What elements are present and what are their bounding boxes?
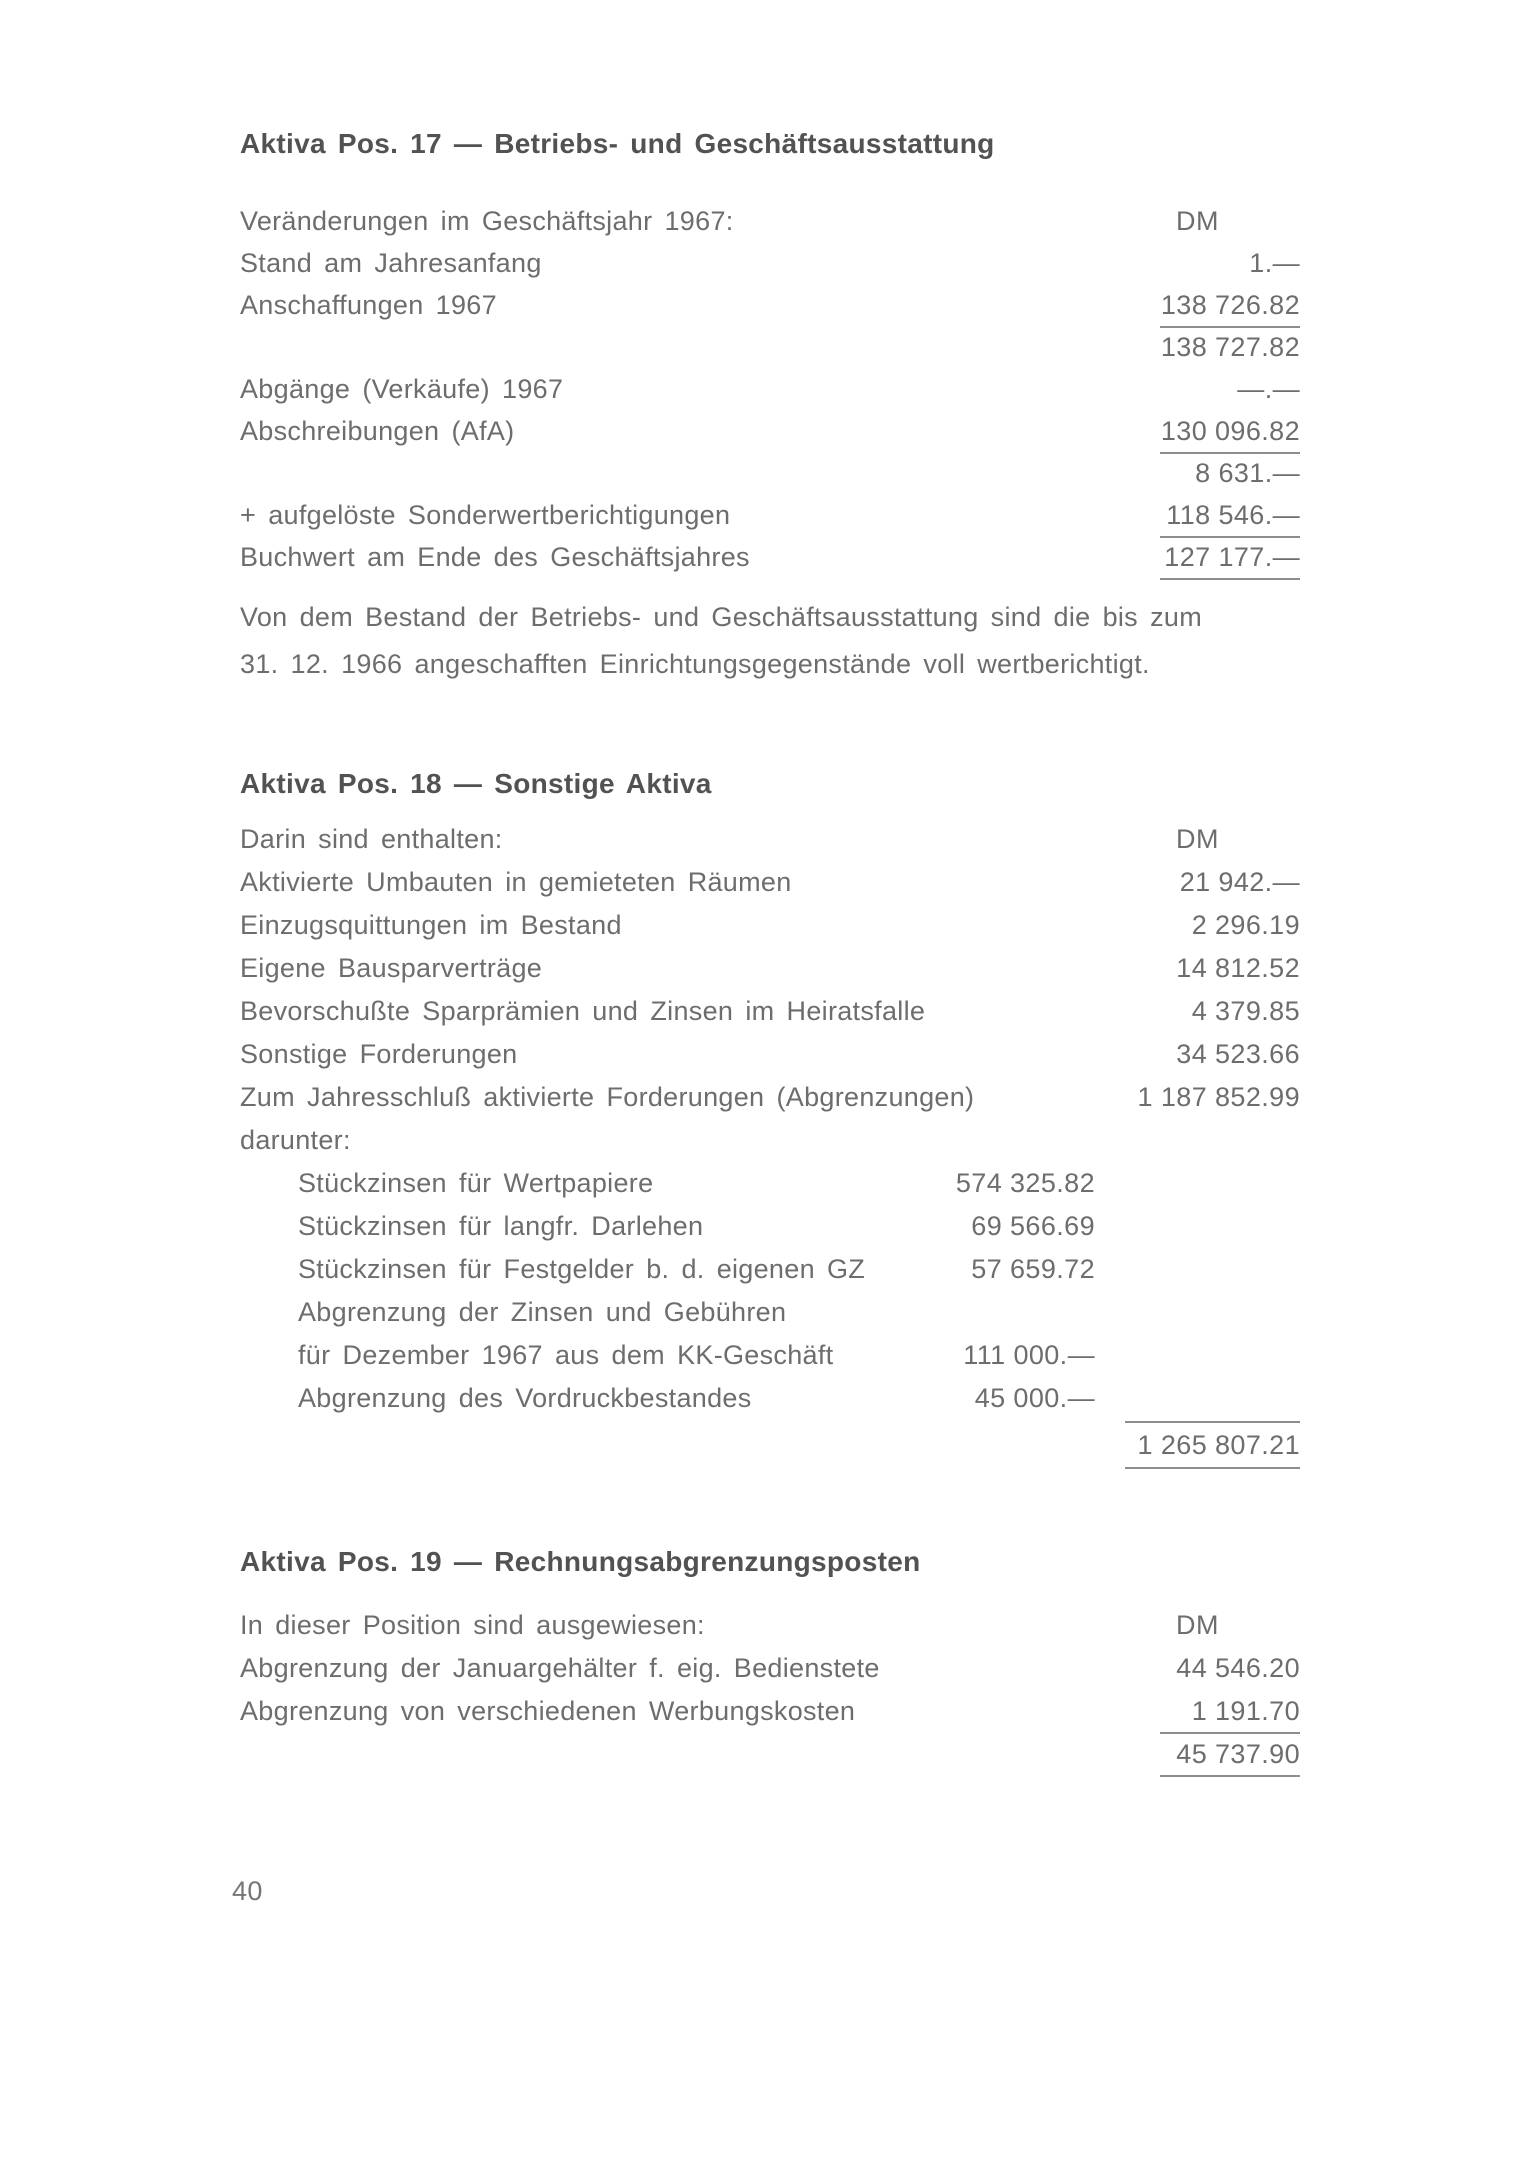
currency-cell (1095, 1604, 1300, 1647)
table-row (240, 990, 1300, 1033)
value-cell (1095, 1033, 1300, 1076)
currency-header: DM (1176, 1610, 1219, 1640)
table-header-row (240, 1604, 1300, 1647)
value-cell (1095, 452, 1300, 494)
table-intro-label: Darin sind enthalten: (240, 824, 503, 854)
table-subrow (240, 1377, 1300, 1420)
section-title-pos19: Aktiva Pos. 19 — Rechnungsabgrenzungsposten (240, 1546, 921, 1577)
mid-value-cell (945, 1334, 1095, 1377)
total-cell (1095, 1733, 1300, 1776)
value-cell (1095, 1076, 1300, 1119)
row-label: Bevorschußte Sparprämien und Zinsen im Heiratsfalle (240, 996, 926, 1026)
table-subrow (240, 1205, 1300, 1248)
row-label: Abgrenzung von verschiedenen Werbungskosten (240, 1696, 856, 1726)
table-header-row (240, 818, 1300, 861)
mid-value-cell (945, 1377, 1095, 1420)
total-cell (1095, 1420, 1300, 1470)
value-cell (1095, 410, 1300, 452)
row-label: für Dezember 1967 aus dem KK-Geschäft (298, 1340, 834, 1370)
row-label: Buchwert am Ende des Geschäftsjahres (240, 541, 750, 572)
table-subheader-row (240, 1119, 1300, 1162)
table-subrow (240, 1291, 1300, 1334)
value-cell (1095, 904, 1300, 947)
currency-cell (1095, 200, 1300, 242)
table-pos18 (240, 818, 1300, 1470)
table-subrow (240, 1162, 1300, 1205)
row-value: 44 546.20 (1176, 1653, 1300, 1683)
row-value: 4 379.85 (1191, 996, 1300, 1026)
section-title-pos17: Aktiva Pos. 17 — Betriebs- und Geschäftsausstattung (240, 128, 995, 159)
value-cell (1095, 494, 1300, 536)
row-value-underlined: 118 546.— (1160, 500, 1300, 538)
row-label: Abgänge (Verkäufe) 1967 (240, 373, 564, 404)
table-pos19 (240, 1604, 1300, 1776)
row-value: 8 631.— (1195, 457, 1300, 488)
value-cell (1095, 947, 1300, 990)
note-paragraph: Von dem Bestand der Betriebs- und Geschäftsausstattung sind die bis zum 31. 12. 1966 angeschafften Einrichtungsgegenstände voll wertberichtigt. (240, 602, 1203, 679)
table-row (240, 452, 1300, 494)
table-intro-label: In dieser Position sind ausgewiesen: (240, 1610, 705, 1640)
row-value: —.— (1237, 373, 1300, 404)
value-cell (1095, 1647, 1300, 1690)
currency-header: DM (1176, 205, 1219, 236)
row-value: 14 812.52 (1176, 953, 1300, 983)
table-row (240, 368, 1300, 410)
row-label: Stückzinsen für Festgelder b. d. eigenen GZ (298, 1254, 866, 1284)
currency-cell (1095, 818, 1300, 861)
value-cell (1095, 861, 1300, 904)
value-cell (1095, 536, 1300, 578)
row-label: Anschaffungen 1967 (240, 289, 497, 320)
row-value: 69 566.69 (971, 1211, 1095, 1241)
section-title-pos18: Aktiva Pos. 18 — Sonstige Aktiva (240, 768, 712, 799)
value-cell (1095, 1690, 1300, 1733)
row-value: 1.— (1249, 247, 1300, 278)
row-value: 45 000.— (974, 1383, 1095, 1413)
table-row (240, 326, 1300, 368)
row-value-underlined: 138 726.82 (1160, 290, 1300, 328)
mid-value-cell (945, 1205, 1095, 1248)
row-label: Stand am Jahresanfang (240, 247, 542, 278)
mid-value-cell (945, 1248, 1095, 1291)
row-label: Sonstige Forderungen (240, 1039, 518, 1069)
row-value: 21 942.— (1179, 867, 1300, 897)
value-cell (1095, 368, 1300, 410)
table-row (240, 1033, 1300, 1076)
row-value: 2 296.19 (1191, 910, 1300, 940)
table-subrow (240, 1248, 1300, 1291)
table-row (240, 1076, 1300, 1119)
row-label: Abgrenzung des Vordruckbestandes (298, 1383, 752, 1413)
table-header-row (240, 200, 1300, 242)
row-label: + aufgelöste Sonderwertberichtigungen (240, 499, 731, 530)
row-value: 111 000.— (963, 1340, 1095, 1370)
row-label: Abschreibungen (AfA) (240, 415, 515, 446)
row-label: Stückzinsen für langfr. Darlehen (298, 1211, 704, 1241)
table-row (240, 536, 1300, 578)
subsection-label: darunter: (240, 1125, 351, 1155)
table-row (240, 1647, 1300, 1690)
value-cell (1095, 242, 1300, 284)
row-value: 138 727.82 (1160, 331, 1300, 362)
row-value-underlined: 127 177.— (1160, 542, 1300, 580)
value-cell (1095, 284, 1300, 326)
row-value: 34 523.66 (1176, 1039, 1300, 1069)
table-total-row (240, 1420, 1300, 1470)
table-row (240, 284, 1300, 326)
mid-value-cell (945, 1162, 1095, 1205)
row-label: Abgrenzung der Januargehälter f. eig. Bedienstete (240, 1653, 880, 1683)
row-label: Zum Jahresschluß aktivierte Forderungen (Abgrenzungen) (240, 1082, 975, 1112)
mid-value-cell (945, 1291, 1095, 1334)
currency-header: DM (1176, 824, 1219, 854)
row-label: Stückzinsen für Wertpapiere (298, 1168, 654, 1198)
table-row (240, 494, 1300, 536)
row-value: 1 187 852.99 (1137, 1082, 1300, 1112)
table-total-row (240, 1733, 1300, 1776)
table-intro-label: Veränderungen im Geschäftsjahr 1967: (240, 205, 734, 236)
table-row (240, 947, 1300, 990)
table-row (240, 1690, 1300, 1733)
row-label: Abgrenzung der Zinsen und Gebühren (298, 1297, 787, 1327)
total-value: 45 737.90 (1160, 1739, 1300, 1777)
table-row (240, 410, 1300, 452)
table-row (240, 904, 1300, 947)
table-pos17 (240, 200, 1300, 578)
row-label: Eigene Bausparverträge (240, 953, 543, 983)
table-subrow (240, 1334, 1300, 1377)
table-row (240, 242, 1300, 284)
table-row (240, 861, 1300, 904)
row-value-underlined: 130 096.82 (1160, 416, 1300, 454)
document-page (232, 128, 1300, 1907)
total-value: 1 265 807.21 (1125, 1421, 1300, 1469)
value-cell (1095, 326, 1300, 368)
page-number: 40 (232, 1876, 263, 1906)
row-label: Aktivierte Umbauten in gemieteten Räumen (240, 867, 792, 897)
row-value-underlined: 1 191.70 (1160, 1696, 1300, 1734)
value-cell (1095, 990, 1300, 1033)
row-value: 574 325.82 (955, 1168, 1095, 1198)
row-label: Einzugsquittungen im Bestand (240, 910, 622, 940)
row-value: 57 659.72 (971, 1254, 1095, 1284)
